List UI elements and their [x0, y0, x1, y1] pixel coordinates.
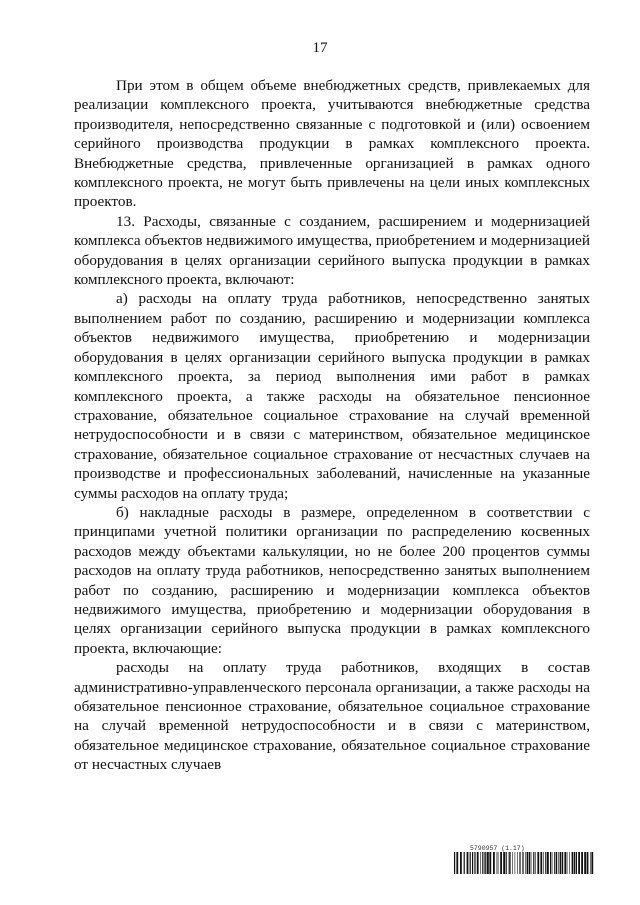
barcode-icon [454, 852, 596, 874]
document-code: 5790957 (1.17) [470, 845, 525, 852]
paragraph-extra-budget-funds: При этом в общем объеме внебюджетных средств, привлекаемых для реализации комплексного проекта, учитываются внебюджетные средства производителя, непосредственно связанные с подготовкой и (или) освоением серийного производства продукции в рамках комплексного проекта. Внебюджетные средства, привлеченные организацией в рамках одного комплексного проекта, не могут быть привлечены на цели иных комплексных проектов. [74, 77, 590, 211]
paragraph-subitem-a: а) расходы на оплату труда работников, непосредственно занятых выполнением работ по созданию, расширению и модернизации комплекса объектов недвижимого имущества, приобретению и модернизации оборудования в целях организации серийного выпуска продукции в рамках комплексного проекта, за период выполнения ими работ в рамках комплексного проекта, а также расходы на обязательное пенсионное страхование, обязательное социальное страхование на случай временной нетрудоспособности и в связи с материнством, обязательное медицинское страхование, обязательное социальное страхование от несчастных случаев на производстве и профессиональных заболеваний, начисленные на указанные суммы расходов на оплату труда; [74, 290, 590, 502]
paragraph-subitem-b: б) накладные расходы в размере, определенном в соответствии с принципами учетной политики организации по распределению косвенных расходов между объектами калькуляции, но не более 200 процентов суммы расходов на оплату труда работников, непосредственно занятых выполнением работ по созданию, расширению и модернизации комплекса объектов недвижимого имущества, приобретению и модернизации оборудования в целях организации серийного выпуска продукции в рамках комплексного проекта, включающие: [74, 503, 590, 657]
paragraph-admin-staff-costs: расходы на оплату труда работников, входящих в состав административно-управленческого персонала организации, а также расходы на обязательное пенсионное страхование, обязательное социальное страхование на случай временной нетрудоспособности и в связи с материнством, обязательное медицинское страхование, обязательное социальное страхование от несчастных случаев [74, 659, 590, 774]
document-body [74, 76, 590, 775]
page-number: 17 [312, 40, 328, 56]
paragraph-item-13: 13. Расходы, связанные с созданием, расширением и модернизацией комплекса объектов недвижимого имущества, приобретением и модернизацией оборудования в целях организации серийного выпуска продукции в рамках комплексного проекта, включают: [74, 212, 590, 289]
